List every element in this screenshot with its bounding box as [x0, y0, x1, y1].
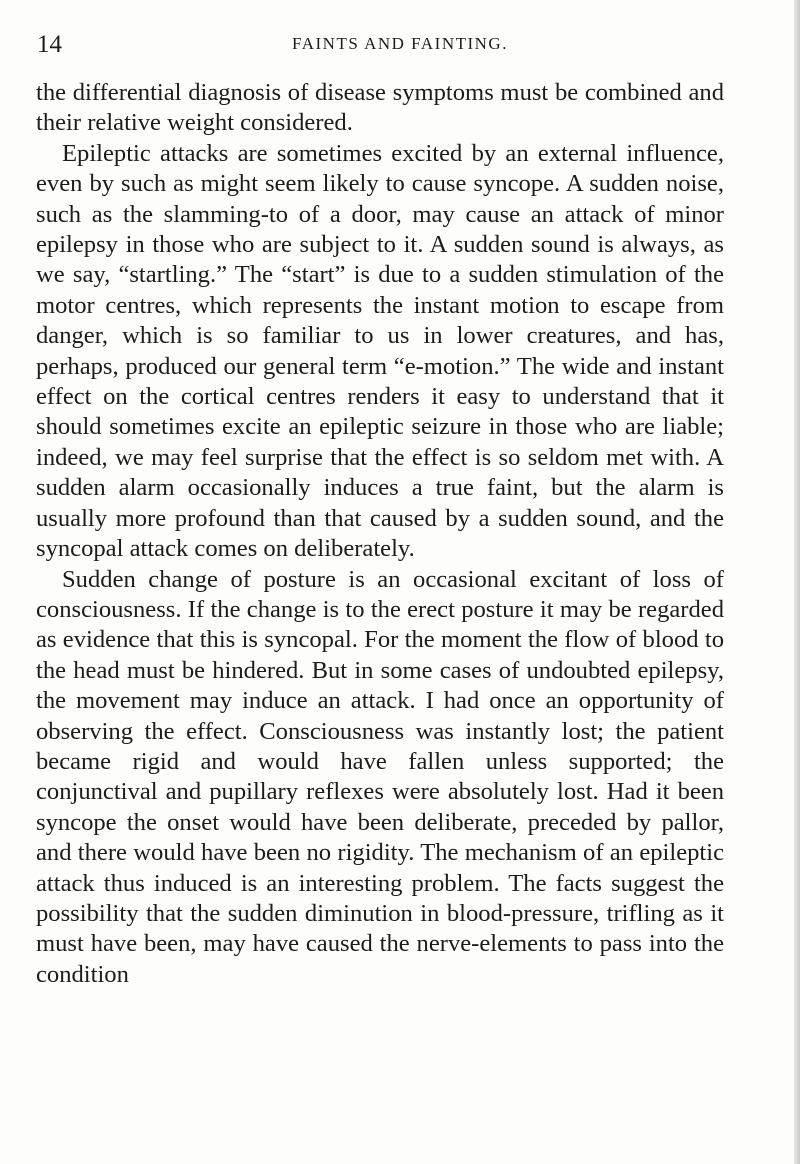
paragraph-epileptic-attacks: Epileptic attacks are sometimes excited by an external influence, even by such as might seem likely to cause syncope. A sudden noise, such as the slamming-to of a door, may cause an attack of minor epilepsy in those who are subject to it. A sudden sound is always, as we say, “startling.” The “start” is due to a sudden stimulation of the motor centres, which represents the instant motion to escape from danger, which is so familiar to us in lower creatures, and has, perhaps, produced our general term “e-motion.” The wide and instant effect on the cortical centres renders it easy to understand that it should sometimes excite an epileptic seizure in those who are liable; indeed, we may feel surprise that the effect is so seldom met with. A sudden alarm occasionally induces a true faint, but the alarm is usually more profound than that caused by a sudden sound, and the syncopal attack comes on deliberately.: [36, 139, 724, 563]
paragraph-continuation: the differential diagnosis of disease symptoms must be combined and their relative weight considered.: [36, 79, 724, 137]
paragraph-change-of-posture: Sudden change of posture is an occasional excitant of loss of consciousness. If the change is to the erect posture it may be regarded as evidence that this is syncopal. For the moment the flow of blood to the head must be hindered. But in some cases of undoubted epilepsy, the movement may induce an attack. I had once an opportunity of observing the effect. Consciousness was instantly lost; the patient became rigid and would have fallen unless supported; the conjunctival and pupillary reflexes were absolutely lost. Had it been syncope the onset would have been deliberate, preceded by pallor, and there would have been no rigidity. The mechanism of an epileptic attack thus induced is an interesting problem. The facts suggest the possibility that the sudden diminution in blood-pressure, trifling as it must have been, may have caused the nerve-elements to pass into the condition: [36, 565, 724, 988]
body-text: [36, 78, 724, 990]
running-head: FAINTS AND FAINTING.: [292, 34, 508, 53]
page-number: 14: [37, 31, 62, 58]
page-edge-shadow: [794, 0, 800, 1164]
